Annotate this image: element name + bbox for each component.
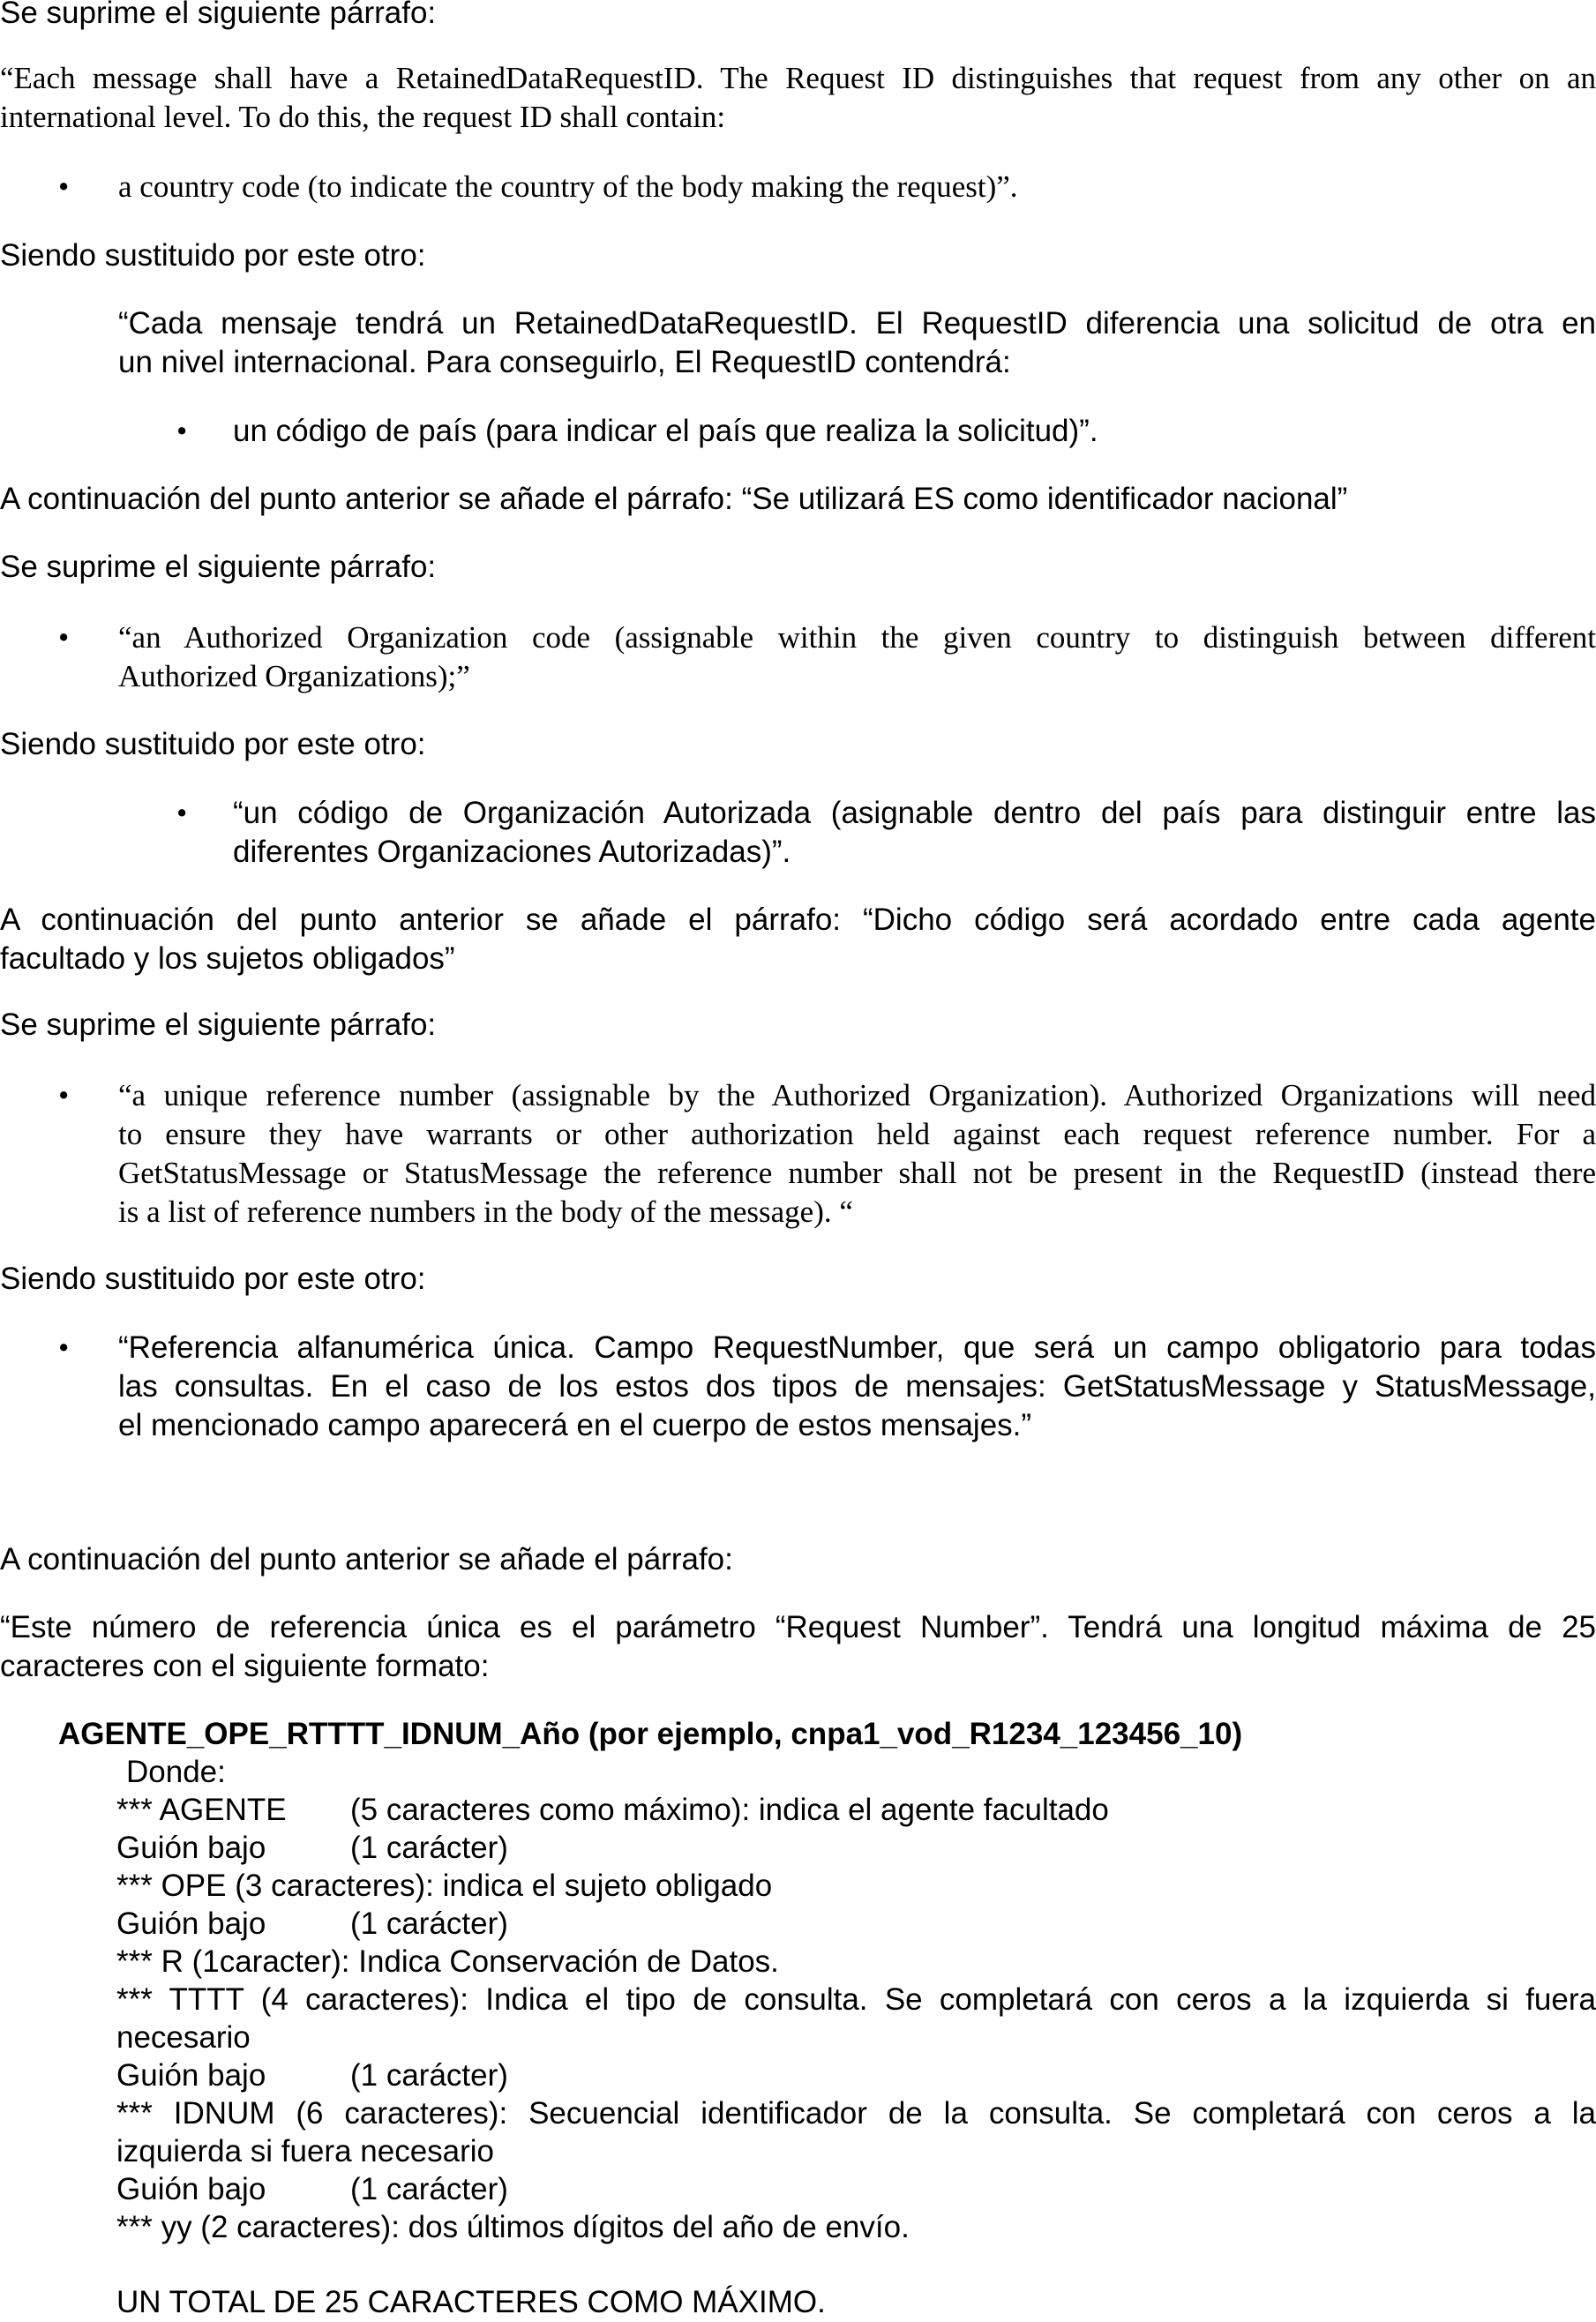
replacement-heading: Siendo sustituido por este otro: <box>0 238 426 273</box>
field-agente <box>116 1791 1596 1830</box>
bullet-icon: • <box>58 1078 70 1112</box>
field-separator <box>116 1829 1596 1868</box>
field-separator <box>116 1905 1596 1944</box>
bullet-icon: • <box>176 796 188 830</box>
spanish-bullet-item: un código de país (para indicar el país que realiza la solicitud)”. <box>233 414 1098 448</box>
spanish-bullet-line: el mencionado campo aparecerá en el cuerpo de estos mensajes.” <box>118 1408 1032 1442</box>
request-number-paragraph: “Este número de referencia única es el parámetro “Request Number”. Tendrá una longitud máxima de 25 <box>0 1610 1596 1644</box>
spanish-bullet-line: las consultas. En el caso de los estos dos tipos de mensajes: GetStatusMessage y StatusMessage, <box>118 1369 1596 1404</box>
field-description: (5 caracteres como máximo): indica el agente facultado <box>350 1793 1109 1827</box>
bullet-icon: • <box>176 414 188 448</box>
bullet-icon: • <box>58 620 70 655</box>
addition-heading: A continuación del punto anterior se añade el párrafo: <box>0 1542 733 1577</box>
english-bullet-line: to ensure they have warrants or other authorization held against each request reference number. For a <box>118 1117 1596 1151</box>
field-description: (1 carácter) <box>350 1831 508 1865</box>
paragraph-deleted-heading: Se suprime el siguiente párrafo: <box>0 1007 437 1042</box>
paragraph-deleted-heading: Se suprime el siguiente párrafo: <box>0 550 437 584</box>
english-quote-line: international level. To do this, the request ID shall contain: <box>0 100 726 134</box>
spanish-quote-line: “Cada mensaje tendrá un RetainedDataRequestID. El RequestID diferencia una solicitud de otra en <box>118 306 1596 341</box>
total-length-note: UN TOTAL DE 25 CARACTERES COMO MÁXIMO. <box>116 2285 826 2319</box>
spanish-bullet-line: “un código de Organización Autorizada (asignable dentro del país para distinguir entre las <box>233 796 1596 830</box>
field-separator <box>116 2056 1596 2095</box>
field-idnum: izquierda si fuera necesario <box>116 2134 495 2168</box>
donde-label: Donde: <box>126 1755 226 1789</box>
field-tttt: necesario <box>116 2020 251 2055</box>
field-tttt: *** TTTT (4 caracteres): Indica el tipo de consulta. Se completará con ceros a la izquierda si fuera <box>116 1982 1596 2017</box>
replacement-heading: Siendo sustituido por este otro: <box>0 727 426 761</box>
english-quote-line: “Each message shall have a RetainedDataRequestID. The Request ID distinguishes that request from any other on an <box>0 61 1596 95</box>
english-bullet-line: “an Authorized Organization code (assignable within the given country to distinguish between different <box>118 620 1596 655</box>
bullet-icon: • <box>58 1330 70 1365</box>
field-description: (1 carácter) <box>350 1906 508 1941</box>
spanish-bullet-line: diferentes Organizaciones Autorizadas)”. <box>233 835 791 869</box>
field-description: (1 carácter) <box>350 2058 508 2093</box>
paragraph-deleted-heading: Se suprime el siguiente párrafo: <box>0 0 437 30</box>
field-name: Guión bajo <box>116 1906 266 1941</box>
addition-paragraph: A continuación del punto anterior se añade el párrafo: “Se utilizará ES como identificador nacional” <box>0 482 1348 516</box>
spanish-bullet-line: “Referencia alfanumérica única. Campo RequestNumber, que será un campo obligatorio para todas <box>118 1330 1596 1365</box>
field-ope: *** OPE (3 caracteres): indica el sujeto obligado <box>116 1869 773 1903</box>
field-idnum: *** IDNUM (6 caracteres): Secuencial identificador de la consulta. Se completará con ceros a la <box>116 2096 1596 2131</box>
english-bullet-line: GetStatusMessage or StatusMessage the reference number shall not be present in the RequestID (instead there <box>118 1156 1596 1190</box>
english-bullet-item: a country code (to indicate the country of the body making the request)”. <box>118 169 1018 204</box>
field-yy: *** yy (2 caracteres): dos últimos dígitos del año de envío. <box>116 2210 910 2244</box>
english-bullet-line: “a unique reference number (assignable by the Authorized Organization). Authorized Organizations will need <box>118 1078 1596 1112</box>
field-name: Guión bajo <box>116 2058 266 2093</box>
field-r: *** R (1caracter): Indica Conservación de Datos. <box>116 1944 779 1979</box>
field-name: Guión bajo <box>116 1831 266 1865</box>
request-number-paragraph: caracteres con el siguiente formato: <box>0 1649 490 1683</box>
addition-paragraph: facultado y los sujetos obligados” <box>0 941 455 976</box>
field-name: *** AGENTE <box>116 1793 287 1827</box>
replacement-heading: Siendo sustituido por este otro: <box>0 1262 426 1296</box>
english-bullet-line: Authorized Organizations);” <box>118 659 470 693</box>
english-bullet-line: is a list of reference numbers in the body of the message). “ <box>118 1195 853 1229</box>
field-name: Guión bajo <box>116 2172 266 2206</box>
format-definition: AGENTE_OPE_RTTTT_IDNUM_Año (por ejemplo, cnpa1_vod_R1234_123456_10) <box>58 1717 1243 1751</box>
spanish-quote-line: un nivel internacional. Para conseguirlo, El RequestID contendrá: <box>118 345 1011 379</box>
bullet-icon: • <box>58 169 70 204</box>
addition-paragraph: A continuación del punto anterior se añade el párrafo: “Dicho código será acordado entre cada agente <box>0 903 1596 937</box>
field-separator <box>116 2170 1596 2209</box>
field-description: (1 carácter) <box>350 2172 508 2206</box>
